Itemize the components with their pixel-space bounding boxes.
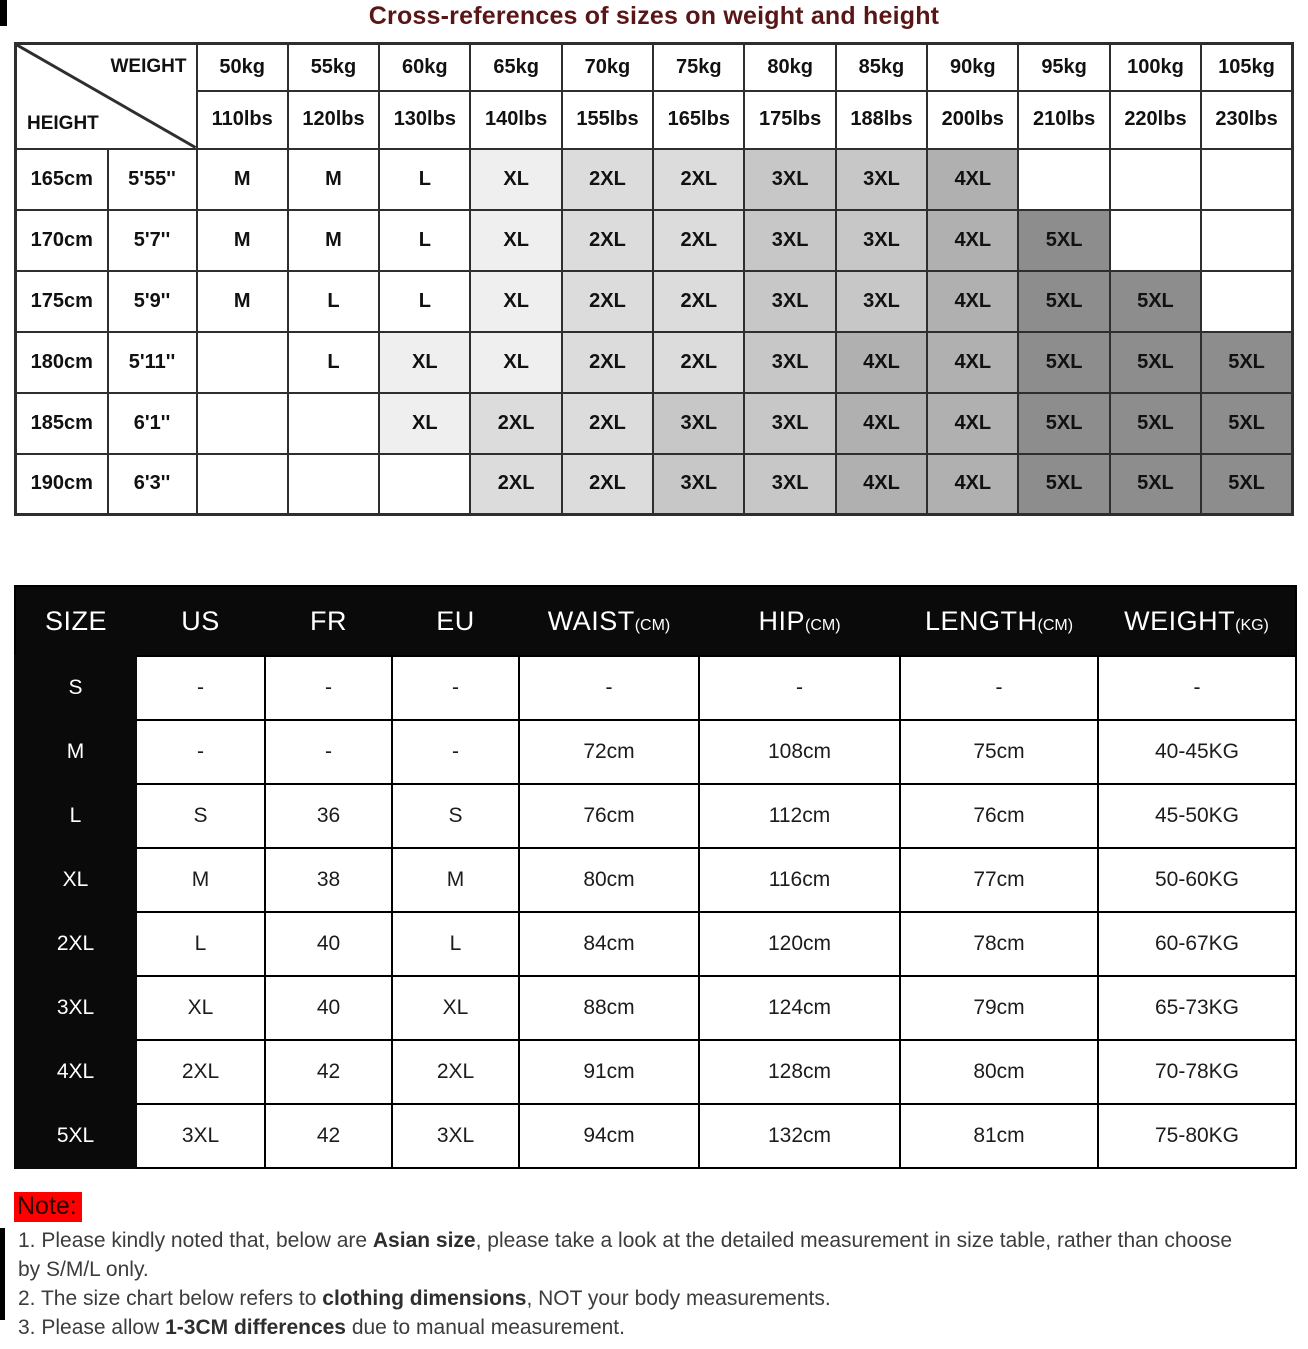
size-value-cell: XL bbox=[136, 976, 265, 1040]
height-ft-cell: 6'3'' bbox=[108, 454, 197, 515]
size-value-cell: 76cm bbox=[900, 784, 1098, 848]
cross-size-cell: 5XL bbox=[1018, 271, 1109, 332]
cross-table-row bbox=[16, 393, 1293, 454]
cross-size-cell: 2XL bbox=[562, 271, 653, 332]
size-table-header-cell bbox=[900, 586, 1098, 656]
cross-size-cell bbox=[1201, 271, 1292, 332]
cross-size-cell: XL bbox=[470, 332, 561, 393]
cross-size-cell: 3XL bbox=[744, 210, 835, 271]
size-value-cell: 128cm bbox=[699, 1040, 900, 1104]
cross-size-cell: 2XL bbox=[653, 149, 744, 210]
size-table-row bbox=[15, 720, 1296, 784]
corner-weight-label: WEIGHT bbox=[110, 56, 187, 77]
weight-lbs-header-cell: 120lbs bbox=[288, 91, 379, 149]
cross-table-row bbox=[16, 454, 1293, 515]
height-ft-cell: 5'9'' bbox=[108, 271, 197, 332]
size-value-cell: 75-80KG bbox=[1098, 1104, 1296, 1168]
cross-size-cell: M bbox=[288, 149, 379, 210]
size-value-cell: 108cm bbox=[699, 720, 900, 784]
note-text-segment: 1-3CM differences bbox=[165, 1316, 346, 1339]
cross-size-cell bbox=[197, 454, 288, 515]
cross-size-cell: 5XL bbox=[1110, 393, 1201, 454]
cross-size-cell bbox=[1018, 149, 1109, 210]
size-value-cell: 65-73KG bbox=[1098, 976, 1296, 1040]
cross-size-cell: 4XL bbox=[927, 393, 1018, 454]
weight-lbs-header-cell: 165lbs bbox=[653, 91, 744, 149]
cross-size-cell: 3XL bbox=[744, 149, 835, 210]
cross-size-cell: 5XL bbox=[1018, 393, 1109, 454]
cross-size-cell: 2XL bbox=[470, 454, 561, 515]
size-value-cell: 40 bbox=[265, 912, 392, 976]
size-table-row bbox=[15, 848, 1296, 912]
cross-size-cell: L bbox=[379, 149, 470, 210]
size-label-cell: 4XL bbox=[15, 1040, 136, 1104]
size-table-header-cell bbox=[699, 586, 900, 656]
weight-lbs-header-cell: 130lbs bbox=[379, 91, 470, 149]
cross-size-cell: 5XL bbox=[1110, 332, 1201, 393]
weight-kg-header-cell: 65kg bbox=[470, 44, 561, 91]
cross-size-cell: 3XL bbox=[836, 210, 927, 271]
size-table-row bbox=[15, 1040, 1296, 1104]
cross-size-cell: 5XL bbox=[1110, 454, 1201, 515]
size-table-row bbox=[15, 1104, 1296, 1168]
size-value-cell: 124cm bbox=[699, 976, 900, 1040]
note-line bbox=[18, 1226, 1308, 1255]
cross-size-cell: 5XL bbox=[1110, 271, 1201, 332]
height-cm-cell: 180cm bbox=[16, 332, 108, 393]
cross-size-cell: M bbox=[197, 210, 288, 271]
size-value-cell: 60-67KG bbox=[1098, 912, 1296, 976]
note-line bbox=[18, 1255, 1308, 1284]
header-main-label: SIZE bbox=[44, 605, 107, 636]
cross-size-cell: 3XL bbox=[744, 454, 835, 515]
cross-size-cell: L bbox=[288, 332, 379, 393]
size-value-cell: 94cm bbox=[519, 1104, 699, 1168]
size-value-cell: M bbox=[392, 848, 519, 912]
header-unit-label: (KG) bbox=[1235, 616, 1269, 634]
cross-table-row bbox=[16, 271, 1293, 332]
cross-size-cell: 4XL bbox=[927, 210, 1018, 271]
weight-lbs-header-cell: 230lbs bbox=[1201, 91, 1292, 149]
cross-size-cell: XL bbox=[470, 271, 561, 332]
weight-kg-header-cell: 85kg bbox=[836, 44, 927, 91]
size-value-cell: - bbox=[392, 720, 519, 784]
header-main-label: WEIGHT bbox=[1124, 605, 1236, 636]
note-section bbox=[18, 1226, 1308, 1342]
cross-size-cell: 5XL bbox=[1018, 332, 1109, 393]
cross-size-cell: 4XL bbox=[927, 454, 1018, 515]
size-label-cell: XL bbox=[15, 848, 136, 912]
size-detail-table bbox=[14, 585, 1297, 1169]
size-value-cell: XL bbox=[392, 976, 519, 1040]
cross-size-cell: 3XL bbox=[744, 332, 835, 393]
weight-lbs-header-cell: 220lbs bbox=[1110, 91, 1201, 149]
size-value-cell: 84cm bbox=[519, 912, 699, 976]
size-value-cell: 75cm bbox=[900, 720, 1098, 784]
height-cm-cell: 165cm bbox=[16, 149, 108, 210]
size-value-cell: 80cm bbox=[519, 848, 699, 912]
size-label-cell: S bbox=[15, 656, 136, 720]
cross-size-cell: 4XL bbox=[836, 393, 927, 454]
weight-kg-header-cell: 95kg bbox=[1018, 44, 1109, 91]
size-value-cell: - bbox=[265, 720, 392, 784]
height-ft-cell: 5'7'' bbox=[108, 210, 197, 271]
corner-diagonal-cell bbox=[16, 44, 197, 149]
header-unit-label: (CM) bbox=[634, 616, 671, 634]
size-value-cell: 80cm bbox=[900, 1040, 1098, 1104]
weight-kg-header-cell: 50kg bbox=[197, 44, 288, 91]
size-table-row bbox=[15, 784, 1296, 848]
cross-size-cell bbox=[288, 393, 379, 454]
size-value-cell: 132cm bbox=[699, 1104, 900, 1168]
cross-size-cell: 4XL bbox=[927, 332, 1018, 393]
note-text-segment: clothing dimensions bbox=[322, 1287, 527, 1310]
cross-table-row bbox=[16, 149, 1293, 210]
cross-size-cell: 4XL bbox=[836, 454, 927, 515]
weight-kg-header-cell: 90kg bbox=[927, 44, 1018, 91]
size-value-cell: - bbox=[1098, 656, 1296, 720]
size-value-cell: 72cm bbox=[519, 720, 699, 784]
size-value-cell: M bbox=[136, 848, 265, 912]
size-value-cell: 50-60KG bbox=[1098, 848, 1296, 912]
size-value-cell: - bbox=[136, 720, 265, 784]
cross-size-cell: XL bbox=[379, 393, 470, 454]
cross-reference-table bbox=[14, 42, 1294, 516]
cross-size-cell bbox=[379, 454, 470, 515]
size-table-row bbox=[15, 976, 1296, 1040]
header-main-label: LENGTH bbox=[924, 605, 1038, 636]
size-value-cell: 3XL bbox=[392, 1104, 519, 1168]
weight-lbs-header-cell: 188lbs bbox=[836, 91, 927, 149]
size-value-cell: S bbox=[392, 784, 519, 848]
size-value-cell: - bbox=[392, 656, 519, 720]
size-label-cell: L bbox=[15, 784, 136, 848]
size-value-cell: 42 bbox=[265, 1104, 392, 1168]
size-table-body bbox=[15, 656, 1296, 1168]
cross-size-cell: 3XL bbox=[653, 393, 744, 454]
size-value-cell: 120cm bbox=[699, 912, 900, 976]
cross-size-cell: 2XL bbox=[470, 393, 561, 454]
corner-height-label: HEIGHT bbox=[27, 112, 99, 134]
weight-lbs-header-cell: 140lbs bbox=[470, 91, 561, 149]
size-value-cell: S bbox=[136, 784, 265, 848]
size-value-cell: 38 bbox=[265, 848, 392, 912]
size-value-cell: 45-50KG bbox=[1098, 784, 1296, 848]
cross-size-cell: 5XL bbox=[1018, 210, 1109, 271]
cross-size-cell: 2XL bbox=[653, 332, 744, 393]
cross-size-cell: 5XL bbox=[1201, 454, 1292, 515]
cross-size-cell bbox=[1201, 149, 1292, 210]
height-cm-cell: 185cm bbox=[16, 393, 108, 454]
weight-lbs-header-cell: 155lbs bbox=[562, 91, 653, 149]
size-table-header-row bbox=[15, 586, 1296, 656]
height-ft-cell: 6'1'' bbox=[108, 393, 197, 454]
size-table-row bbox=[15, 912, 1296, 976]
cross-size-cell: 4XL bbox=[836, 332, 927, 393]
cross-size-cell: L bbox=[379, 210, 470, 271]
cross-table-row bbox=[16, 210, 1293, 271]
note-text-segment: 3. Please allow bbox=[18, 1316, 166, 1339]
size-value-cell: 36 bbox=[265, 784, 392, 848]
cross-table-row bbox=[16, 332, 1293, 393]
weight-kg-header-cell: 70kg bbox=[562, 44, 653, 91]
cross-size-cell bbox=[197, 332, 288, 393]
cross-size-cell: 2XL bbox=[562, 149, 653, 210]
header-unit-label: (CM) bbox=[804, 616, 841, 634]
note-line bbox=[18, 1313, 1308, 1342]
note-text-segment: , please take a look at the detailed measurement in size table, rather than choose bbox=[475, 1229, 1233, 1252]
cross-size-cell: 4XL bbox=[927, 149, 1018, 210]
size-table-header-cell bbox=[15, 586, 136, 656]
size-value-cell: - bbox=[699, 656, 900, 720]
size-value-cell: 78cm bbox=[900, 912, 1098, 976]
size-value-cell: 2XL bbox=[392, 1040, 519, 1104]
note-text-segment: 2. The size chart below refers to bbox=[18, 1287, 323, 1310]
cross-size-cell bbox=[1201, 210, 1292, 271]
cross-size-cell: M bbox=[197, 149, 288, 210]
size-label-cell: 2XL bbox=[15, 912, 136, 976]
note-text-segment: Asian size bbox=[372, 1229, 476, 1252]
cross-size-cell bbox=[1110, 210, 1201, 271]
weight-kg-header-cell: 55kg bbox=[288, 44, 379, 91]
height-cm-cell: 175cm bbox=[16, 271, 108, 332]
header-main-label: WAIST bbox=[547, 605, 635, 636]
cross-size-cell: 2XL bbox=[562, 454, 653, 515]
weight-lbs-header-cell: 110lbs bbox=[197, 91, 288, 149]
cross-size-cell: L bbox=[379, 271, 470, 332]
weight-kg-header-cell: 80kg bbox=[744, 44, 835, 91]
weight-lbs-header-cell: 175lbs bbox=[744, 91, 835, 149]
weight-kg-header-cell: 60kg bbox=[379, 44, 470, 91]
size-value-cell: 79cm bbox=[900, 976, 1098, 1040]
cross-size-cell: XL bbox=[470, 149, 561, 210]
cross-size-cell: 5XL bbox=[1018, 454, 1109, 515]
weight-lbs-header-cell: 210lbs bbox=[1018, 91, 1109, 149]
scan-artifact-bar bbox=[0, 1228, 5, 1320]
cross-size-cell bbox=[1110, 149, 1201, 210]
note-text-segment: 1. Please kindly noted that, below are bbox=[18, 1229, 373, 1252]
note-text-segment: , NOT your body measurements. bbox=[526, 1287, 831, 1310]
cross-size-cell: 4XL bbox=[927, 271, 1018, 332]
cross-size-cell: XL bbox=[470, 210, 561, 271]
header-main-label: US bbox=[181, 605, 220, 636]
size-value-cell: 116cm bbox=[699, 848, 900, 912]
cross-size-cell: 2XL bbox=[562, 332, 653, 393]
cross-size-cell: M bbox=[288, 210, 379, 271]
cross-size-cell bbox=[288, 454, 379, 515]
weight-kg-header-cell: 75kg bbox=[653, 44, 744, 91]
size-value-cell: 42 bbox=[265, 1040, 392, 1104]
size-value-cell: - bbox=[265, 656, 392, 720]
size-table-header-cell bbox=[519, 586, 699, 656]
size-label-cell: M bbox=[15, 720, 136, 784]
note-text-segment: by S/M/L only. bbox=[18, 1258, 149, 1281]
size-value-cell: 2XL bbox=[136, 1040, 265, 1104]
size-value-cell: - bbox=[136, 656, 265, 720]
size-label-cell: 3XL bbox=[15, 976, 136, 1040]
size-value-cell: L bbox=[392, 912, 519, 976]
cross-size-cell: 3XL bbox=[836, 149, 927, 210]
cross-size-cell: 5XL bbox=[1201, 393, 1292, 454]
note-line bbox=[18, 1284, 1308, 1313]
size-value-cell: 40 bbox=[265, 976, 392, 1040]
size-value-cell: L bbox=[136, 912, 265, 976]
cross-size-cell bbox=[197, 393, 288, 454]
size-value-cell: 112cm bbox=[699, 784, 900, 848]
size-value-cell: - bbox=[519, 656, 699, 720]
height-ft-cell: 5'55'' bbox=[108, 149, 197, 210]
height-cm-cell: 170cm bbox=[16, 210, 108, 271]
cross-size-cell: 5XL bbox=[1201, 332, 1292, 393]
cross-size-cell: 2XL bbox=[562, 210, 653, 271]
header-unit-label: (CM) bbox=[1037, 616, 1074, 634]
note-text-segment: due to manual measurement. bbox=[345, 1316, 625, 1339]
size-label-cell: 5XL bbox=[15, 1104, 136, 1168]
cross-size-cell: 3XL bbox=[836, 271, 927, 332]
cross-size-cell: 3XL bbox=[744, 271, 835, 332]
cross-size-cell: 3XL bbox=[744, 393, 835, 454]
size-value-cell: 88cm bbox=[519, 976, 699, 1040]
weight-lbs-header-row bbox=[16, 91, 1293, 149]
size-table-header-cell bbox=[265, 586, 392, 656]
cross-size-cell: L bbox=[288, 271, 379, 332]
weight-kg-header-cell: 100kg bbox=[1110, 44, 1201, 91]
size-table-header-cell bbox=[392, 586, 519, 656]
size-value-cell: 77cm bbox=[900, 848, 1098, 912]
size-value-cell: 91cm bbox=[519, 1040, 699, 1104]
weight-lbs-header-cell: 200lbs bbox=[927, 91, 1018, 149]
header-main-label: FR bbox=[310, 605, 347, 636]
cross-size-cell: 2XL bbox=[653, 271, 744, 332]
size-table-row bbox=[15, 656, 1296, 720]
size-value-cell: - bbox=[900, 656, 1098, 720]
size-table-header-cell bbox=[136, 586, 265, 656]
note-label: Note: bbox=[14, 1192, 82, 1222]
page-title: Cross-references of sizes on weight and height bbox=[368, 2, 940, 30]
cross-size-cell: 3XL bbox=[653, 454, 744, 515]
header-main-label: EU bbox=[436, 605, 475, 636]
cross-size-cell: M bbox=[197, 271, 288, 332]
cross-size-cell: 2XL bbox=[562, 393, 653, 454]
size-value-cell: 81cm bbox=[900, 1104, 1098, 1168]
height-cm-cell: 190cm bbox=[16, 454, 108, 515]
size-table-header-cell bbox=[1098, 586, 1296, 656]
weight-kg-header-row bbox=[16, 44, 1293, 91]
size-value-cell: 76cm bbox=[519, 784, 699, 848]
height-ft-cell: 5'11'' bbox=[108, 332, 197, 393]
header-main-label: HIP bbox=[758, 605, 805, 636]
size-value-cell: 40-45KG bbox=[1098, 720, 1296, 784]
cross-table-body bbox=[16, 149, 1293, 515]
size-value-cell: 70-78KG bbox=[1098, 1040, 1296, 1104]
cross-size-cell: XL bbox=[379, 332, 470, 393]
weight-kg-header-cell: 105kg bbox=[1201, 44, 1292, 91]
size-value-cell: 3XL bbox=[136, 1104, 265, 1168]
cross-size-cell: 2XL bbox=[653, 210, 744, 271]
